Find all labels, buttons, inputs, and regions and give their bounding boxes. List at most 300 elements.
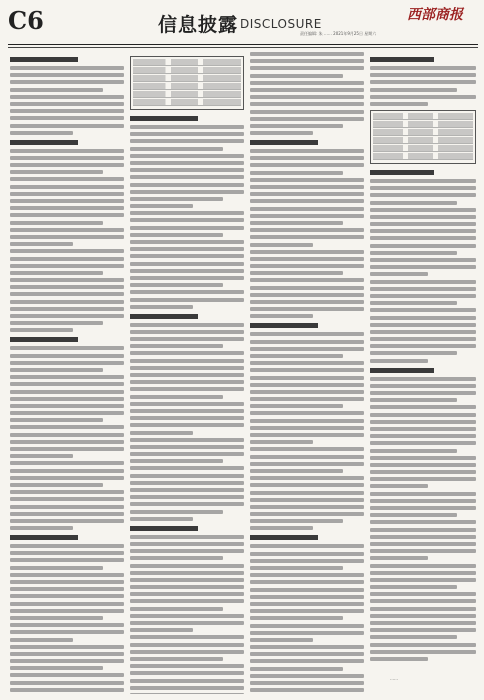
text-line (370, 549, 476, 553)
text-line (370, 201, 457, 205)
text-line (250, 354, 343, 358)
header-meta: 责任编辑: 朱 …… 2021年9月25日 星期六 (300, 31, 377, 36)
text-line (10, 278, 124, 282)
table-row (373, 153, 473, 160)
text-line (10, 264, 124, 268)
data-table (130, 56, 244, 110)
text-line (370, 643, 476, 647)
text-line (370, 528, 476, 532)
text-line (10, 361, 124, 365)
text-line (370, 650, 476, 654)
text-line (250, 433, 364, 437)
text-line (250, 278, 364, 282)
text-line (370, 484, 428, 488)
text-line (130, 621, 244, 625)
text-line (370, 434, 476, 438)
text-line (250, 469, 343, 473)
text-line (250, 199, 364, 203)
text-line (10, 95, 124, 99)
text-line (10, 354, 124, 358)
text-line (370, 420, 476, 424)
text-line (10, 497, 124, 501)
text-line (130, 535, 244, 539)
text-line (130, 168, 244, 172)
text-line (250, 652, 364, 656)
paragraph-heading (10, 337, 78, 342)
text-line (250, 544, 364, 548)
text-line (130, 161, 244, 165)
text-line (250, 124, 343, 128)
table-row (373, 121, 473, 128)
text-line (10, 66, 124, 70)
text-line (130, 387, 244, 391)
text-line (130, 438, 244, 442)
text-line (10, 300, 124, 304)
text-line (10, 652, 124, 656)
text-line (130, 517, 193, 521)
text-line (10, 116, 124, 120)
text-line (10, 447, 124, 451)
text-line (10, 469, 124, 473)
text-line (10, 476, 124, 480)
text-line (10, 102, 124, 106)
text-line (10, 602, 124, 606)
text-line (10, 314, 124, 318)
text-line (10, 490, 124, 494)
text-line (250, 66, 364, 70)
text-line (370, 280, 476, 284)
text-line (250, 411, 364, 415)
text-line (130, 366, 244, 370)
text-line (130, 204, 193, 208)
text-line (370, 222, 476, 226)
text-line (370, 413, 476, 417)
text-line (250, 81, 364, 85)
text-line (130, 298, 244, 302)
section-title: 信息披露 (158, 14, 239, 36)
text-line (370, 556, 428, 560)
text-line (10, 526, 73, 530)
text-line (10, 425, 124, 429)
text-line (370, 506, 476, 510)
text-line (130, 402, 244, 406)
text-line (250, 447, 364, 451)
text-line (10, 124, 124, 128)
text-line (10, 440, 124, 444)
text-line (250, 88, 364, 92)
text-line (10, 328, 73, 332)
text-line (10, 206, 124, 210)
text-line (370, 592, 476, 596)
text-line (250, 483, 364, 487)
text-line (10, 228, 124, 232)
text-line (130, 233, 223, 237)
text-line (130, 614, 244, 618)
text-line (10, 573, 124, 577)
text-line (370, 520, 476, 524)
text-line (130, 571, 244, 575)
text-line (250, 52, 364, 56)
text-line (130, 226, 244, 230)
text-line (250, 638, 313, 642)
text-line (250, 491, 364, 495)
text-line (370, 614, 476, 618)
text-line (130, 423, 244, 427)
text-line (130, 283, 223, 287)
text-line (250, 102, 364, 106)
text-line (370, 635, 457, 639)
text-line (370, 323, 476, 327)
text-line (370, 351, 457, 355)
text-line (130, 380, 244, 384)
text-line (250, 314, 313, 318)
text-line (130, 474, 244, 478)
text-line (370, 405, 476, 409)
text-line (250, 214, 364, 218)
table-row (133, 75, 241, 82)
paragraph-heading (250, 323, 318, 328)
text-line (130, 218, 244, 222)
text-line (130, 290, 244, 294)
paragraph-heading (10, 140, 78, 145)
text-line (250, 631, 364, 635)
text-line (250, 566, 343, 570)
text-line (10, 292, 124, 296)
text-line (370, 330, 476, 334)
text-line (10, 454, 73, 458)
text-line (10, 461, 124, 465)
paragraph-heading (10, 57, 78, 62)
text-line (130, 502, 244, 506)
text-line (130, 495, 244, 499)
text-line (10, 131, 73, 135)
text-line (10, 397, 124, 401)
text-column-4 (370, 52, 476, 694)
text-line (130, 359, 244, 363)
text-line (250, 307, 364, 311)
text-line (10, 483, 103, 487)
text-line (370, 492, 476, 496)
text-line (370, 578, 476, 582)
text-line (130, 323, 244, 327)
text-line (10, 242, 73, 246)
text-line (130, 664, 244, 668)
text-line (130, 599, 244, 603)
text-line (370, 513, 457, 517)
text-line (130, 132, 244, 136)
paragraph-heading (370, 368, 434, 373)
text-line (10, 346, 124, 350)
text-line (130, 607, 223, 611)
text-line (10, 594, 124, 598)
text-line (370, 287, 476, 291)
text-line (10, 149, 124, 153)
text-line (370, 272, 428, 276)
text-line (10, 418, 103, 422)
text-line (130, 650, 244, 654)
text-line (250, 293, 364, 297)
section-title-en: DISCLOSURE (240, 17, 322, 31)
text-line (250, 580, 364, 584)
text-line (10, 80, 124, 84)
text-line (10, 156, 124, 160)
text-line (370, 607, 476, 611)
text-line (250, 419, 364, 423)
text-line (10, 645, 124, 649)
text-line (130, 409, 244, 413)
text-line (10, 177, 124, 181)
text-line (250, 476, 364, 480)
text-line (10, 505, 124, 509)
text-line (10, 659, 124, 663)
text-line (250, 645, 364, 649)
text-line (10, 321, 103, 325)
text-line (250, 131, 313, 135)
text-column-2 (130, 52, 244, 694)
text-line (250, 519, 343, 523)
text-line (370, 337, 476, 341)
text-line (130, 247, 244, 251)
text-line (250, 149, 364, 153)
text-line (10, 73, 124, 77)
text-line (10, 235, 124, 239)
text-line (130, 671, 244, 675)
text-line (250, 178, 364, 182)
text-line (10, 681, 124, 685)
text-line (10, 163, 124, 167)
text-line (250, 609, 364, 613)
text-line (10, 307, 124, 311)
text-line (130, 269, 244, 273)
text-line (10, 249, 124, 253)
header-rule (8, 44, 478, 45)
text-line (370, 542, 476, 546)
text-line (130, 154, 244, 158)
text-line (250, 462, 364, 466)
text-line (250, 340, 364, 344)
text-line (10, 411, 124, 415)
text-line (250, 552, 364, 556)
text-line (370, 186, 476, 190)
text-line (10, 609, 124, 613)
text-line (130, 578, 244, 582)
text-line (250, 250, 364, 254)
text-line (370, 499, 476, 503)
table-row (373, 113, 473, 120)
text-line (250, 221, 343, 225)
text-line (130, 337, 244, 341)
text-line (370, 463, 476, 467)
text-line (250, 667, 343, 671)
text-line (130, 197, 223, 201)
text-line (250, 235, 364, 239)
text-line (370, 621, 476, 625)
newspaper-masthead-logo: 西部商报 (407, 7, 463, 23)
text-line (370, 251, 457, 255)
text-line (10, 616, 103, 620)
text-line (250, 163, 364, 167)
text-line (130, 564, 244, 568)
text-line (370, 215, 476, 219)
text-line (130, 657, 223, 661)
text-line (250, 397, 364, 401)
table-row (133, 83, 241, 90)
text-line (250, 347, 364, 351)
text-line (130, 592, 244, 596)
text-line (370, 441, 476, 445)
text-line (370, 657, 428, 661)
paragraph-heading (370, 170, 434, 175)
text-line (10, 375, 124, 379)
text-line (250, 207, 364, 211)
text-line (10, 688, 124, 692)
text-line (130, 125, 244, 129)
text-line (250, 688, 364, 692)
text-line (10, 192, 124, 196)
text-line (130, 147, 223, 151)
text-line (10, 638, 73, 642)
text-line (10, 512, 124, 516)
text-line (250, 595, 364, 599)
text-line (370, 316, 476, 320)
text-line (370, 88, 457, 92)
text-line (10, 551, 124, 555)
text-line (370, 301, 457, 305)
text-line (250, 257, 364, 261)
text-line (10, 185, 124, 189)
text-line (130, 693, 244, 694)
text-line (10, 109, 124, 113)
text-line (250, 171, 343, 175)
text-line (250, 368, 364, 372)
text-line (10, 433, 124, 437)
text-line (370, 244, 476, 248)
text-line (130, 542, 244, 546)
text-line (250, 573, 364, 577)
text-line (370, 193, 476, 197)
text-line (370, 236, 476, 240)
text-line (130, 445, 244, 449)
text-line (370, 535, 476, 539)
text-line (250, 243, 313, 247)
text-line (250, 59, 364, 63)
text-line (250, 376, 364, 380)
text-line (250, 588, 364, 592)
text-line (250, 110, 364, 114)
paragraph-heading (130, 526, 198, 531)
text-line (130, 330, 244, 334)
text-line (250, 455, 364, 459)
text-line (10, 382, 124, 386)
text-line (130, 240, 244, 244)
text-line (10, 404, 124, 408)
text-line (250, 332, 364, 336)
text-line (370, 208, 476, 212)
text-line (10, 558, 124, 562)
text-line (10, 580, 124, 584)
header-rule-thin (8, 47, 478, 48)
text-line (130, 211, 244, 215)
text-line (10, 213, 124, 217)
text-line (250, 624, 364, 628)
text-line (130, 452, 244, 456)
text-line (130, 190, 244, 194)
text-line (130, 183, 244, 187)
text-column-1 (10, 52, 124, 694)
text-line (10, 170, 103, 174)
paragraph-heading (250, 140, 318, 145)
text-line (10, 623, 124, 627)
text-line (370, 95, 476, 99)
text-line (250, 681, 364, 685)
text-line (250, 228, 364, 232)
paragraph-heading (370, 57, 434, 62)
text-line (370, 66, 476, 70)
text-line (370, 294, 476, 298)
page-header (0, 0, 484, 44)
text-line (370, 470, 476, 474)
text-line (130, 139, 244, 143)
text-line (250, 526, 313, 530)
text-line (10, 390, 124, 394)
text-line (10, 630, 124, 634)
text-line (10, 673, 124, 677)
text-line (370, 585, 457, 589)
text-line (10, 199, 124, 203)
text-line (130, 459, 223, 463)
text-line (250, 117, 364, 121)
paragraph-heading (130, 314, 198, 319)
text-line (370, 477, 476, 481)
text-column-3 (250, 52, 364, 694)
text-line (130, 373, 244, 377)
table-row (133, 67, 241, 74)
text-line (250, 95, 364, 99)
text-line (130, 556, 223, 560)
text-line (370, 73, 476, 77)
text-line (250, 271, 343, 275)
text-line (250, 361, 364, 365)
text-line (130, 510, 223, 514)
text-line (370, 344, 476, 348)
text-line (250, 300, 364, 304)
text-line (10, 544, 124, 548)
text-line (250, 404, 343, 408)
table-row (373, 145, 473, 152)
text-line (370, 359, 428, 363)
text-line (370, 449, 457, 453)
text-line (370, 564, 476, 568)
text-line (250, 185, 364, 189)
text-line (10, 285, 124, 289)
footer-note: …… (390, 676, 398, 681)
text-line (130, 351, 244, 355)
text-line (370, 265, 476, 269)
text-line (130, 488, 244, 492)
text-line (130, 585, 244, 589)
text-line (130, 549, 244, 553)
paragraph-heading (130, 116, 198, 121)
text-line (130, 175, 244, 179)
text-line (370, 599, 476, 603)
text-line (370, 179, 476, 183)
text-line (370, 229, 476, 233)
text-line (370, 308, 476, 312)
table-row (133, 59, 241, 66)
text-line (10, 221, 103, 225)
text-line (370, 628, 476, 632)
text-line (130, 481, 244, 485)
